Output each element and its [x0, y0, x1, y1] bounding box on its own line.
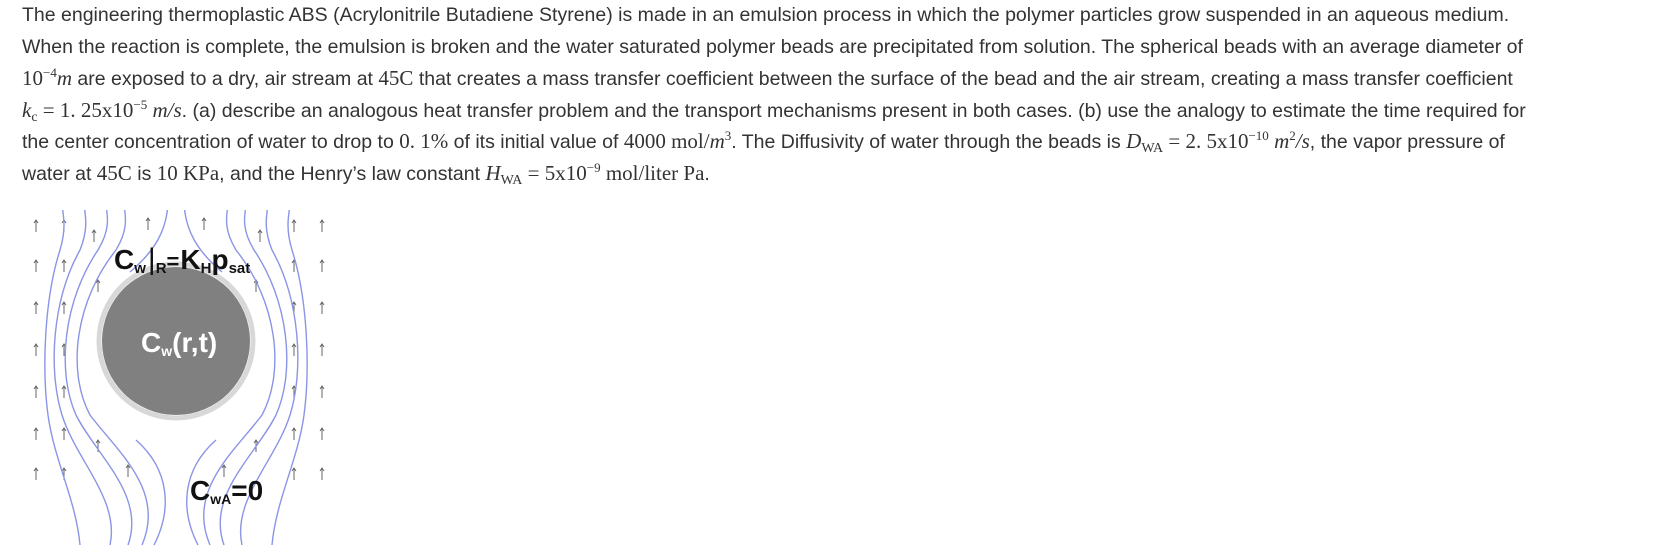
problem-line-5 — [22, 126, 1672, 158]
flow-arrow — [34, 260, 38, 272]
flow-arrow — [34, 428, 38, 440]
diffusivity-exponent: −10 — [1248, 128, 1269, 143]
bulk-concentration-label — [190, 475, 263, 507]
label-r-subscript: R — [155, 260, 167, 277]
label-equals: = — [166, 249, 180, 274]
problem-text-segment: . (a) describe an analogous heat transfer problem and the transport mechanisms present in both cases. (b) use the analogy to estimate the time required for — [181, 99, 1526, 122]
air-temperature — [378, 66, 413, 90]
problem-text-segment: are exposed to a dry, air stream at — [72, 68, 379, 90]
flow-arrow — [292, 468, 296, 480]
flow-arrow — [92, 230, 96, 242]
label-c: C — [114, 244, 135, 275]
flow-arrow — [320, 428, 324, 440]
problem-line-6 — [22, 158, 1672, 190]
diffusivity-value: = 2. 5x10 — [1163, 129, 1249, 153]
diffusivity-subscript: WA — [1141, 141, 1164, 156]
diameter-value: 10 — [22, 66, 43, 90]
flow-arrow — [292, 344, 296, 356]
flow-arrow — [146, 218, 150, 230]
flow-arrow — [320, 220, 324, 232]
diffusivity-unit-time: /s — [1295, 129, 1310, 153]
surface-concentration-label — [114, 243, 250, 277]
problem-text-segment: , the vapor pressure of — [1309, 131, 1505, 153]
flow-arrow — [320, 344, 324, 356]
flow-arrow — [126, 465, 130, 477]
label-c: C — [141, 327, 162, 358]
label-args: (r,t) — [172, 327, 218, 358]
label-p: p — [211, 244, 229, 275]
initial-concentration-exponent: 3 — [724, 128, 732, 143]
flow-arrow — [34, 220, 38, 232]
label-w-subscript: w — [134, 260, 146, 277]
label-k: K — [180, 244, 201, 275]
kc-value: = 1. 25x10 — [37, 97, 134, 122]
label-bar: | — [147, 243, 156, 276]
flow-arrow — [202, 218, 206, 230]
flow-arrow — [62, 260, 66, 272]
problem-text-segment: is — [131, 162, 157, 185]
target-percent: 0. 1% — [399, 129, 449, 153]
flow-arrow — [292, 428, 296, 440]
flow-arrow — [34, 302, 38, 314]
diameter-unit: m — [56, 66, 73, 90]
flow-arrow — [62, 428, 66, 440]
diffusivity-unit: m — [1268, 129, 1290, 153]
problem-line-4 — [22, 95, 1672, 127]
kc-symbol: k — [22, 97, 32, 122]
kc-unit: m/s — [147, 97, 182, 122]
problem-line-1 — [22, 0, 1672, 32]
flow-arrow — [62, 302, 66, 314]
kc-subscript: c — [31, 109, 38, 125]
diameter-exponent: −4 — [43, 65, 57, 80]
bead-concentration-label — [141, 327, 217, 359]
flow-arrow — [320, 386, 324, 398]
streamline — [54, 210, 111, 545]
vapor-temperature: 45C — [96, 160, 132, 185]
diffusivity-unit-exponent: 2 — [1289, 128, 1296, 143]
problem-text-segment: that creates a mass transfer coefficient between the surface of the bead and the air stream, creating a mass transfer coefficient — [413, 68, 1513, 90]
henry-subscript: WA — [500, 172, 523, 188]
kc-exponent: −5 — [133, 96, 148, 112]
henry-value: = 5x10 — [522, 160, 587, 185]
streamline — [136, 440, 165, 545]
label-c: C — [190, 475, 211, 506]
problem-text-segment: , and the Henry’s law constant — [219, 162, 486, 185]
bead-concentration-text — [141, 327, 217, 359]
problem-line-2 — [22, 32, 1672, 64]
henry-unit: mol/liter Pa — [600, 160, 705, 185]
label-wa-subscript: wA — [210, 491, 232, 507]
flow-arrow — [34, 468, 38, 480]
problem-text-segment: . — [704, 162, 710, 185]
flow-arrow — [320, 260, 324, 272]
problem-text-segment: of its initial value of — [448, 131, 624, 153]
flow-arrow — [34, 344, 38, 356]
problem-text-segment: water at — [22, 162, 97, 185]
initial-concentration-value: 4000 mol/ — [623, 129, 710, 153]
bead-diagram-svg — [28, 210, 348, 550]
initial-concentration-unit: m — [709, 129, 725, 153]
problem-text-segment: . The Diffusivity of water through the beads is — [731, 131, 1127, 153]
flow-arrow — [62, 386, 66, 398]
diffusivity-symbol: D — [1126, 129, 1142, 153]
bead-diagram — [28, 210, 348, 550]
air-temperature-value: 45C — [378, 66, 414, 90]
flow-arrow — [320, 468, 324, 480]
flow-arrow — [222, 465, 226, 477]
problem-text-segment: The engineering thermoplastic ABS (Acrylonitrile Butadiene Styrene) is made in an emulsion process in which the polymer particles grow suspended in an aqueous medium. — [22, 4, 1510, 26]
problem-text-segment: When the reaction is complete, the emulsion is broken and the water saturated polymer beads are precipitated from solution. The spherical beads with an average diameter of — [22, 35, 1523, 58]
henry-exponent: −9 — [586, 159, 601, 175]
flow-arrow — [96, 280, 100, 292]
bulk-concentration-text — [190, 475, 263, 507]
label-sat-subscript: sat — [228, 260, 251, 277]
henry-symbol: H — [485, 160, 501, 185]
surface-concentration-text — [114, 243, 250, 277]
problem-statement — [22, 0, 1672, 189]
flow-arrow — [320, 302, 324, 314]
label-equals-zero: =0 — [231, 475, 264, 506]
flow-arrow — [34, 386, 38, 398]
flow-arrow — [292, 220, 296, 232]
problem-line-3 — [22, 63, 1672, 95]
label-w-subscript: w — [161, 343, 173, 359]
vapor-pressure-value: 10 KPa — [156, 160, 220, 185]
flow-arrow — [258, 230, 262, 242]
label-h-subscript: H — [200, 260, 212, 277]
problem-text-segment: the center concentration of water to drop to — [22, 131, 400, 153]
